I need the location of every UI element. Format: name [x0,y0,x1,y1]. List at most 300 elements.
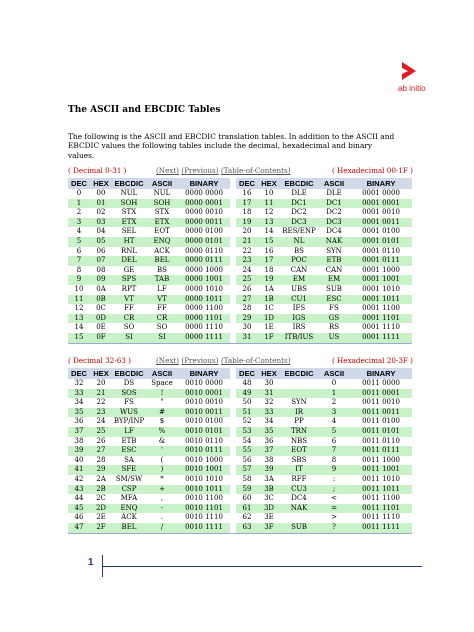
table-cell: 3B [258,485,280,495]
table-cell: 1F [258,333,280,343]
table-cell: 0E [90,323,112,333]
table-cell: EM [318,275,350,285]
table-header-row [68,178,412,189]
table-cell: 06 [90,247,112,257]
table-cell: / [146,523,178,533]
table-cell: RS [318,323,350,333]
table-row [68,485,412,495]
table-row [68,333,412,343]
table-cell: BEL [112,523,146,533]
table-footer-rule [68,533,412,538]
table-cell: SO [112,323,146,333]
table-cell: SI [112,333,146,343]
table-cell: SUB [318,285,350,295]
footer-divider [102,566,422,567]
previous-link[interactable]: (Previous) [181,166,219,175]
previous-link[interactable]: (Previous) [181,356,219,365]
column-header: ASCII [318,368,350,379]
table-cell: 0001 0110 [350,247,412,257]
table-cell: 28 [90,456,112,466]
table-cell: 7 [318,446,350,456]
column-header: BINARY [178,368,230,379]
table-row [68,256,412,266]
table-cell: 0001 1011 [350,295,412,305]
table-cell: , [146,494,178,504]
table-cell: DC4 [280,494,318,504]
table-cell: 23 [90,408,112,418]
table-row [68,237,412,247]
table-cell: 46 [68,513,90,523]
table-cell: 0010 1110 [178,513,230,523]
table-cell: 0000 1100 [178,304,230,314]
table-row [68,523,412,533]
table-cell: 17 [258,256,280,266]
table-cell: ? [318,523,350,533]
table-cell: 29 [90,465,112,475]
section-nav-1 [68,356,413,366]
table-cell: 07 [90,256,112,266]
column-header: DEC [236,368,258,379]
table-cell: 44 [68,494,90,504]
next-link[interactable]: (Next) [156,166,180,175]
table-cell: 16 [236,189,258,199]
table-cell: 30 [258,379,280,389]
table-cell: ; [318,485,350,495]
table-cell: 7 [68,256,90,266]
table-cell: 2 [318,398,350,408]
table-cell: EM [280,275,318,285]
table-cell: 33 [68,389,90,399]
column-header: EBCDIC [112,178,146,189]
table-cell: 63 [236,523,258,533]
table-cell: 39 [68,446,90,456]
nav-links [156,356,291,365]
table-cell: NBS [280,437,318,447]
table-cell: DC4 [318,227,350,237]
next-link[interactable]: (Next) [156,356,180,365]
table-row [68,247,412,257]
table-cell: SPS [112,275,146,285]
table-cell: 52 [236,417,258,427]
table-cell: SYN [280,398,318,408]
table-cell: 0000 0100 [178,227,230,237]
table-cell: 0011 1111 [350,523,412,533]
table-cell: 19 [236,218,258,228]
table-cell: STX [146,208,178,218]
table-cell: 53 [236,427,258,437]
table-cell: 10 [258,189,280,199]
table-cell: NL [280,237,318,247]
table-cell: 08 [90,266,112,276]
table-cell: GE [112,266,146,276]
table-cell: 0000 1111 [178,333,230,343]
table-cell: 04 [90,227,112,237]
table-cell: NAK [280,504,318,514]
table-cell: 15 [68,333,90,343]
table-cell: 17 [236,199,258,209]
table-footer-rule [68,343,412,348]
table-cell: 3 [68,218,90,228]
table-cell: 27 [90,446,112,456]
table-cell: 0 [318,379,350,389]
table-cell: 0A [90,285,112,295]
table-cell: BS [280,247,318,257]
table-cell: 0001 0101 [350,237,412,247]
table-cell: VT [112,295,146,305]
table-cell: 2F [90,523,112,533]
table-cell: DC2 [280,208,318,218]
table-cell: 0C [90,304,112,314]
table-cell: ETB [318,256,350,266]
table-cell: 0010 0011 [178,408,230,418]
table-cell: 0000 0011 [178,218,230,228]
table-cell: . [146,513,178,523]
table-cell: SBS [280,456,318,466]
decimal-range-label: ( Decimal 0-31 ) [68,166,127,175]
table-cell: ETX [112,218,146,228]
table-cell: 12 [68,304,90,314]
table-row [68,456,412,466]
table-cell: 62 [236,513,258,523]
table-cell: < [318,494,350,504]
table-cell: 1A [258,285,280,295]
table-cell: ACK [146,247,178,257]
table-cell: 5 [68,237,90,247]
table-row [68,446,412,456]
table-row [68,275,412,285]
table-cell: Space [146,379,178,389]
table-cell: 6 [68,247,90,257]
page-number: 1 [88,557,94,568]
table-cell: 25 [236,275,258,285]
table-cell: DC3 [280,218,318,228]
table-cell: 0011 0110 [350,437,412,447]
table-cell: SYN [318,247,350,257]
table-cell: 0010 1101 [178,504,230,514]
table-cell: SOS [112,389,146,399]
table-cell: 32 [258,398,280,408]
table-cell: 0B [90,295,112,305]
table-cell: 0010 0001 [178,389,230,399]
table-cell: CU3 [280,485,318,495]
table-cell: 0000 0010 [178,208,230,218]
table-cell: CU1 [280,295,318,305]
table-cell: 51 [236,408,258,418]
table-cell: 0F [90,333,112,343]
table-cell: 0011 1001 [350,465,412,475]
column-header: HEX [90,178,112,189]
table-cell: 14 [68,323,90,333]
table-cell: ) [146,465,178,475]
table-cell: US [318,333,350,343]
table-cell: 55 [236,446,258,456]
table-cell: 33 [258,408,280,418]
table-cell: 21 [236,237,258,247]
table-cell: 0010 0110 [178,437,230,447]
decimal-range-label: ( Decimal 32-63 ) [68,356,131,365]
table-cell [280,389,318,399]
table-cell: CAN [318,266,350,276]
table-cell: 0001 1010 [350,285,412,295]
table-cell: 0000 0001 [178,199,230,209]
table-cell: 4 [318,417,350,427]
table-cell: 27 [236,295,258,305]
table-cell: 05 [90,237,112,247]
table-cell: 09 [90,275,112,285]
column-header: BINARY [350,178,412,189]
table-cell: ! [146,389,178,399]
table-cell: 13 [68,314,90,324]
table-cell: WUS [112,408,146,418]
table-cell: 0011 0011 [350,408,412,418]
table-row [68,208,412,218]
table-cell: RPT [112,285,146,295]
table-cell: 0010 1010 [178,475,230,485]
table-cell: = [318,504,350,514]
table-cell: ITB/IUS [280,333,318,343]
table-cell: 50 [236,398,258,408]
table-cell: BS [146,266,178,276]
table-cell: 0001 0011 [350,218,412,228]
table-cell: SOH [112,199,146,209]
table-cell: PP [280,417,318,427]
table-cell: 01 [90,199,112,209]
column-header: DEC [68,368,90,379]
table-cell: 1 [318,389,350,399]
table-cell: 1D [258,314,280,324]
table-cell: SEL [112,227,146,237]
table-row [68,304,412,314]
table-row [68,398,412,408]
table-cell: LF [146,285,178,295]
table-cell: 0011 1011 [350,485,412,495]
table-cell: 2B [90,485,112,495]
table-cell: 16 [258,247,280,257]
table-cell: 1E [258,323,280,333]
table-cell: 59 [236,485,258,495]
table-cell: ETB [112,437,146,447]
table-cell: DS [112,379,146,389]
table-cell: CSP [112,485,146,495]
table-cell: 18 [258,266,280,276]
table-cell: 36 [258,437,280,447]
table-cell: 0010 1001 [178,465,230,475]
table-cell: 0010 0010 [178,398,230,408]
table-cell: 3C [258,494,280,504]
table-cell: 11 [68,295,90,305]
table-cell: 0000 1011 [178,295,230,305]
table-row [68,408,412,418]
table-cell: * [146,475,178,485]
table-cell: 25 [90,427,112,437]
table-cell: 29 [236,314,258,324]
table-cell: 2 [68,208,90,218]
table-cell: $ [146,417,178,427]
table-cell: FF [146,304,178,314]
table-row [68,475,412,485]
nav-links [156,166,291,175]
table-cell: NUL [112,189,146,199]
column-header: DEC [236,178,258,189]
table-cell: 3F [258,523,280,533]
table-cell: 54 [236,437,258,447]
table-cell: 0010 0100 [178,417,230,427]
table-cell: ETX [146,218,178,228]
table-cell: 1B [258,295,280,305]
logo-text: ab initio [398,84,426,93]
table-row [68,465,412,475]
table-cell: RNL [112,247,146,257]
table-cell: 40 [68,456,90,466]
table-cell: 13 [258,218,280,228]
table-cell [280,379,318,389]
hex-range-label: ( Hexadecimal 20-3F ) [331,356,413,365]
table-cell: 0000 1001 [178,275,230,285]
table-row [68,437,412,447]
table-cell: 0000 1101 [178,314,230,324]
table-cell: 0D [90,314,112,324]
table-cell: & [146,437,178,447]
column-header: BINARY [178,178,230,189]
table-cell: 0011 0101 [350,427,412,437]
table-cell: 0000 0110 [178,247,230,257]
toc-link[interactable]: (Table-of-Contents) [220,166,291,175]
table-cell: 26 [236,285,258,295]
table-cell: 0001 1001 [350,275,412,285]
table-cell: 37 [68,427,90,437]
table-cell: 38 [258,456,280,466]
table-row [68,266,412,276]
table-cell: ( [146,456,178,466]
table-bottom-border [68,343,412,348]
table-cell: 0011 1100 [350,494,412,504]
table-cell: 0001 0111 [350,256,412,266]
table-cell: 2D [90,504,112,514]
table-header-row [68,368,412,379]
table-row [68,427,412,437]
table-row [68,285,412,295]
table-cell: 18 [236,208,258,218]
table-row [68,494,412,504]
table-cell: DC1 [280,199,318,209]
table-cell: 47 [68,523,90,533]
toc-link[interactable]: (Table-of-Contents) [220,356,291,365]
table-cell: ENQ [112,504,146,514]
page-title: The ASCII and EBCDIC Tables [68,105,221,115]
table-cell: 0011 0001 [350,389,412,399]
column-header: HEX [90,368,112,379]
table-cell: > [318,513,350,523]
table-cell: LF [112,427,146,437]
table-cell: 0001 0010 [350,208,412,218]
table-cell: 0000 0111 [178,256,230,266]
table-cell: 0001 0001 [350,199,412,209]
table-row [68,314,412,324]
table-cell: VT [146,295,178,305]
section-nav-0 [68,166,413,176]
table-cell: BYP/INP [113,417,145,426]
table-cell: 1C [258,304,280,314]
table-cell: 0001 1111 [350,333,412,343]
table-cell: 12 [258,208,280,218]
table-cell: 34 [258,417,280,427]
column-header: BINARY [350,368,412,379]
table-cell: 0011 1110 [350,513,412,523]
table-cell: 41 [68,465,90,475]
table-cell: 45 [68,504,90,514]
table-cell: EOT [280,446,318,456]
table-cell: 11 [258,199,280,209]
table-cell: ENQ [146,237,178,247]
column-header: HEX [258,178,280,189]
table-cell: GS [318,314,350,324]
table-cell: 24 [90,417,112,427]
chevron-logo-icon [398,60,420,82]
table-cell: 0001 1110 [350,323,412,333]
table-cell: ESC [112,446,146,456]
table-cell: IT [280,465,318,475]
table-cell: DLE [280,189,318,199]
table-cell: 0011 1000 [350,456,412,466]
table-cell: TAB [146,275,178,285]
table-cell: 19 [258,275,280,285]
table-cell: 20 [90,379,112,389]
table-cell: % [146,427,178,437]
table-cell: 31 [258,389,280,399]
table-cell: NAK [318,237,350,247]
table-cell: 20 [236,227,258,237]
table-cell: 0011 0010 [350,398,412,408]
table-cell: ACK [112,513,146,523]
table-cell: 6 [318,437,350,447]
table-cell: 03 [90,218,112,228]
table-row [68,218,412,228]
table-cell: 49 [236,389,258,399]
table-cell: 37 [258,446,280,456]
table-cell: 3 [318,408,350,418]
table-cell: 26 [90,437,112,447]
table-cell: 32 [68,379,90,389]
table-row [68,379,412,389]
table-cell: 43 [68,485,90,495]
table-cell: 35 [68,408,90,418]
table-cell: 0001 1101 [350,314,412,324]
hex-range-label: ( Hexadecimal 00-1F ) [331,166,413,175]
table-cell: FF [112,304,146,314]
table-row [68,417,412,427]
table-cell: 0000 1010 [178,285,230,295]
table-cell: 0010 1100 [178,494,230,504]
table-cell: 42 [68,475,90,485]
table-cell: 22 [90,398,112,408]
table-cell: POC [280,256,318,266]
table-cell: 14 [258,227,280,237]
table-cell: DC3 [318,218,350,228]
table-cell: 0011 0111 [350,446,412,456]
table-cell: 1 [68,199,90,209]
table-cell: IFS [280,304,318,314]
table-cell: RES/ENP [280,227,318,237]
table-cell: SFE [112,465,146,475]
table-cell: CR [112,314,146,324]
table-cell: RFF [280,475,318,485]
intro-paragraph: The following is the ASCII and EBCDIC translation tables. In addition to the ASCII and EBCDIC values the following tables include the decimal, hexadecimal and binary values. [68,132,395,160]
table-cell: 0000 1000 [178,266,230,276]
table-cell: ' [146,446,178,456]
table-cell: CR [146,314,178,324]
column-header: DEC [68,178,90,189]
table-cell: SOH [146,199,178,209]
